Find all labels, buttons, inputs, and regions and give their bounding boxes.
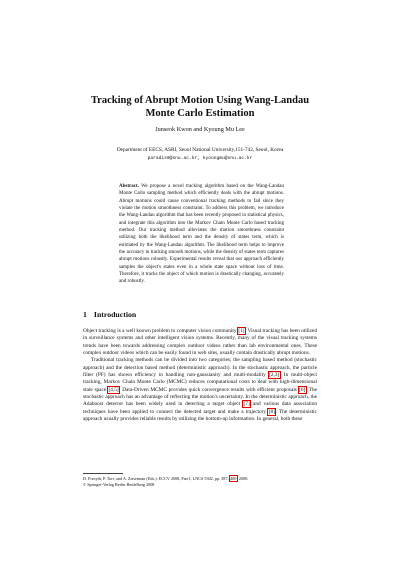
footnote-rule (83, 473, 123, 474)
section-number: 1 (83, 310, 87, 319)
citation-link[interactable]: [4,5] (108, 386, 119, 393)
abstract-text: We propose a novel tracking algorithm based on the Wang-Landau Monte Carlo sampling method which efficiently deals with the abrupt motions. Abrupt motions could cause conventional tracking methods to fail since they violate the motion smoothness constraint. To address this problem, we introduce the Wang-Landau algorithm that has been recently proposed in statistical physics, and integrate this algorithm into the Markov Chain Monte Carlo based tracking method. Our tracking method alleviates the motion smoothness constraint utilizing both the likelihood term and the density of states term, which is estimated by the Wang-Landau algorithm. The likelihood term helps to improve the accuracy in tracking smooth motions, while the density of states term captures abrupt motions robustly. Experimental results reveal that our approach efficiently samples the object's states even in a whole state space without loss of time. Therefore, it tracks the object of which motion is drastically changing, accurately and robustly. (119, 184, 284, 285)
emails: paradis0@snu.ac.kr, kyoungmu@snu.ac.kr (147, 155, 253, 161)
citation-link[interactable]: [7] (243, 401, 250, 408)
affiliation: Department of EECS, ASRI, Seoul National University,151-742, Seoul, Korea (116, 147, 284, 153)
body-text (83, 328, 317, 423)
footnote (83, 476, 317, 488)
title-line-2: Monte Carlo Estimation (145, 108, 255, 119)
paper-title (40, 94, 360, 120)
page-link[interactable]: 400 (230, 476, 237, 481)
authors: Junseok Kwon and Kyoung Mu Lee (155, 126, 245, 133)
paragraph-2: Traditional tracking methods can be divided into two categories; the sampling based method (stochastic approach) and the detection based method (deterministic approach). In the stochastic approach, the particle filter (PF) has shown efficiency in handling non-gaussianity and multi-modality [2,3]. In multi-object tracking, Markov Chain Monte Carlo (MCMC) reduces computational costs to deal with high-dimensional state space [4,5]. Data-Driven MCMC provides quick convergence results with efficient proposals [6]. The stochastic approach has an advantage of reflecting the motion's uncertainty. In the deterministic approach, the Adaboost detector has been widely used in detecting a target object [7] and various data association techniques have been applied to connect the detected target and make a trajectory [8]. The deterministic approach usually provides reliable results by utilizing the bottom-up information. In general, both these (83, 357, 318, 423)
section-title: Introduction (93, 310, 137, 319)
title-line-1: Tracking of Abrupt Motion Using Wang-Landau (90, 95, 310, 106)
citation-link[interactable]: [2,3] (269, 372, 280, 379)
footnote-citation: D. Forsyth, P. Torr, and A. Zisserman (Eds.): ECCV 2008, Part I, LNCS 5302, pp. 387–400, 2008. (83, 476, 249, 481)
abstract-label: Abstract. (119, 184, 139, 189)
affiliation-block (40, 147, 360, 162)
citation-link[interactable]: [1] (238, 328, 245, 334)
citation-link[interactable]: [6] (299, 386, 306, 393)
paragraph-1: Object tracking is a well known problem to computer vision community [1]. Visual tracking has been utilized in surveillance systems and other intelligent vision systems. Recently, many of the visual tracking systems trends have been towards addressing complex outdoor videos rather than lab environmental ones. These complex outdoor videos which can be easily found in web sites, usually contain drastically abrupt motions. (83, 328, 317, 357)
citation-link[interactable]: [8] (268, 408, 275, 415)
section-heading (83, 310, 136, 319)
abstract (119, 183, 284, 286)
copyright: © Springer-Verlag Berlin Heidelberg 2008 (83, 482, 155, 487)
